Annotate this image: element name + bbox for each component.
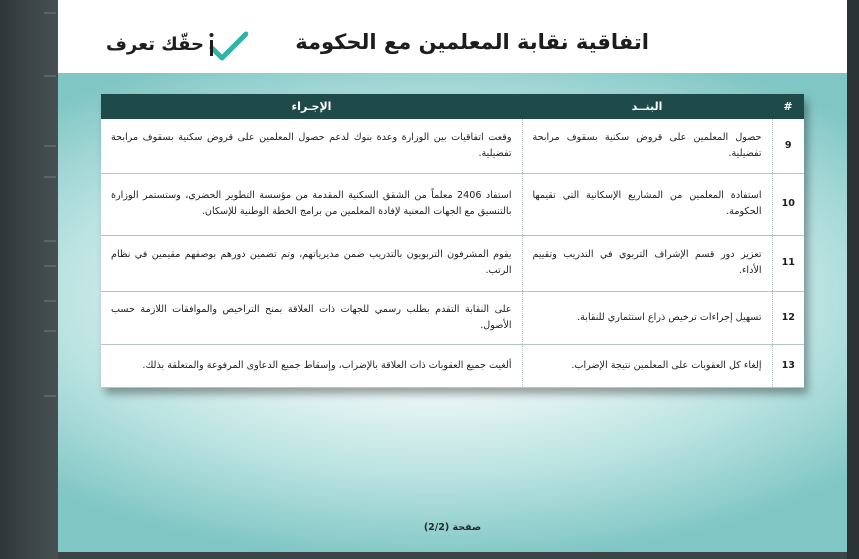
viewer-left-panel [0,0,58,559]
row-action: استفاد 2406 معلماً من الشقق السكنية المقدمة من مؤسسة التطوير الحضري، وستستمر الوزارة بالتنسيق مع الجهات المعنية لإفادة المعلمين من برامج الخطة الوطنية للإسكان. [101,173,522,235]
table-row [101,235,804,291]
header-action: الإجـراء [101,94,522,119]
row-number: 10 [772,173,804,235]
row-number: 12 [772,291,804,344]
row-number: 9 [772,119,804,173]
table-row [101,119,804,173]
row-item: تعزيز دور قسم الإشراف التربوي في التدريب وتقييم الأداء. [522,235,772,291]
row-number: 13 [772,344,804,387]
page-number: صفحة (2/2) [423,522,482,533]
checkmark-icon [208,30,248,64]
row-number: 11 [772,235,804,291]
header-item: البنــد [522,94,772,119]
header-number: # [772,94,804,119]
row-action: على النقابة التقدم بطلب رسمي للجهات ذات العلاقة بمنح التراخيص والموافقات اللازمة حسب الأصول. [101,291,522,344]
row-item: استفادة المعلمين من المشاريع الإسكانية التي تقيمها الحكومة. [522,173,772,235]
table-row [101,344,804,387]
page-header [58,0,847,73]
table-row [101,291,804,344]
document-page [58,0,847,552]
row-action: وقعت اتفاقيات بين الوزارة وعدة بنوك لدعم حصول المعلمين على قروض سكنية بسقوف مرابحة تفضيلية. [101,119,522,173]
viewer-right-panel [847,0,859,559]
table-header-row [101,94,804,119]
brand-name: حقّك تعرف [106,34,204,55]
row-action: يقوم المشرفون التربويون بالتدريب ضمن مديرياتهم، وتم تضمين دورهم بوصفهم مقيمين في نظام الرتب. [101,235,522,291]
agreement-table [101,94,804,388]
row-action: ألغيت جميع العقوبات ذات العلاقة بالإضراب، وإسقاط جميع الدعاوى المرفوعة والمتعلقة بذلك. [101,344,522,387]
row-item: تسهيل إجراءات ترخيص ذراع استثماري للنقابة. [522,291,772,344]
brand-logo [108,30,248,64]
page-title: اتفاقية نقابة المعلمين مع الحكومة [295,30,649,54]
row-item: إلغاء كل العقوبات على المعلمين نتيجة الإضراب. [522,344,772,387]
row-item: حصول المعلمين على قروض سكنية بسقوف مرابحة تفضيلية. [522,119,772,173]
table-row [101,173,804,235]
